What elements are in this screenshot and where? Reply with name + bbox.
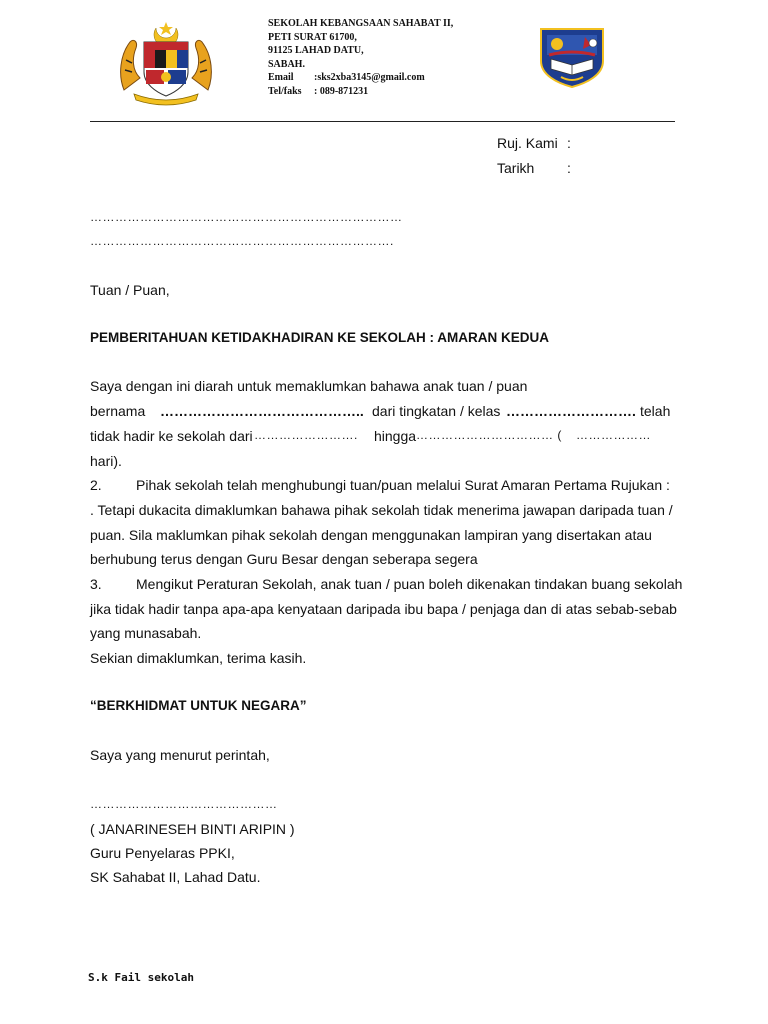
student-row	[90, 403, 671, 419]
body-text: jika tidak hadir tanpa apa-apa kenyataan daripada ibu bapa / penjaga dan di atas sebab-sebab	[90, 601, 677, 617]
address-line: 91125 LAHAD DATU,	[268, 45, 364, 56]
signatory-name: ( JANARINESEH BINTI ARIPIN )	[90, 821, 295, 837]
coat-of-arms-emblem	[116, 20, 216, 106]
school-letterhead	[268, 17, 453, 98]
tel-value: : 089-871231	[314, 85, 369, 97]
signatory-school: SK Sahabat II, Lahad Datu.	[90, 869, 261, 885]
closing-text: Sekian dimaklumkan, terima kasih.	[90, 650, 307, 666]
tarikh-row	[497, 160, 571, 176]
ruj-kami-label: Ruj. Kami	[497, 135, 558, 151]
email-value: :sks2xba3145@gmail.com	[314, 72, 425, 83]
salutation: Tuan / Puan,	[90, 282, 170, 298]
body-text: Saya dengan ini diarah untuk memaklumkan bahawa anak tuan / puan	[90, 378, 528, 394]
to-date-blank: …………………………… (	[416, 428, 562, 442]
letterhead-divider	[90, 121, 675, 122]
motto: “BERKHIDMAT UNTUK NEGARA”	[90, 698, 307, 713]
body-text: puan. Sila maklumkan pihak sekolah dengan menggunakan lampiran yang disertakan atau	[90, 527, 652, 543]
email-label: Email	[268, 72, 294, 83]
school-name: SEKOLAH KEBANGSAAN SAHABAT II,	[268, 18, 454, 29]
from-date-blank: …………………….	[254, 428, 358, 442]
address-line: SABAH.	[268, 58, 305, 70]
body-text: . Tetapi dukacita dimaklumkan bahawa pihak sekolah tidak menerima jawapan daripada tuan /	[90, 502, 673, 518]
body-text: berhubung terus dengan Guru Besar dengan seberapa segera	[90, 551, 478, 567]
signature-intro: Saya yang menurut perintah,	[90, 747, 270, 763]
date-range-row	[90, 428, 651, 444]
paragraph-number: 3.	[90, 576, 102, 592]
address-line: PETI SURAT 61700,	[268, 31, 357, 43]
recipient-line: ……………………………………………………………….	[90, 234, 394, 248]
body-text: Mengikut Peraturan Sekolah, anak tuan / puan boleh dikenakan tindakan buang sekolah	[136, 576, 683, 592]
body-text: tidak hadir ke sekolah dari	[90, 428, 253, 444]
paragraph-2-row	[90, 477, 670, 493]
school-crest-emblem	[537, 25, 607, 89]
body-text: yang munasabah.	[90, 625, 202, 641]
paragraph-number: 2.	[90, 477, 102, 493]
body-text: dari tingkatan / kelas	[372, 403, 501, 419]
ruj-kami-row	[497, 135, 571, 151]
recipient-line: …………………………………………………………………	[90, 210, 403, 224]
body-text: hari).	[90, 453, 122, 469]
tarikh-sep: :	[567, 160, 571, 176]
letter-subject: PEMBERITAHUAN KETIDAKHADIRAN KE SEKOLAH : AMARAN KEDUA	[90, 330, 549, 345]
tel-label: Tel/faks	[268, 85, 302, 97]
body-text: hingga	[374, 428, 417, 444]
student-name-blank: ……………………………………..	[160, 403, 364, 419]
days-blank: ………………	[576, 428, 651, 442]
ruj-kami-sep: :	[567, 135, 571, 151]
email-row	[268, 71, 453, 85]
body-text: Pihak sekolah telah menghubungi tuan/puan melalui Surat Amaran Pertama Rujukan :	[136, 477, 670, 493]
tel-row	[268, 85, 453, 99]
body-text: telah	[640, 403, 671, 419]
tarikh-label: Tarikh	[497, 160, 535, 176]
footer-cc: S.k Fail sekolah	[88, 971, 194, 984]
signature-line: ………………………………………	[90, 797, 278, 811]
signatory-title: Guru Penyelaras PPKI,	[90, 845, 235, 861]
body-text: bernama	[90, 403, 146, 419]
paragraph-3-row	[90, 576, 683, 592]
class-blank: ……………………….	[506, 403, 636, 419]
